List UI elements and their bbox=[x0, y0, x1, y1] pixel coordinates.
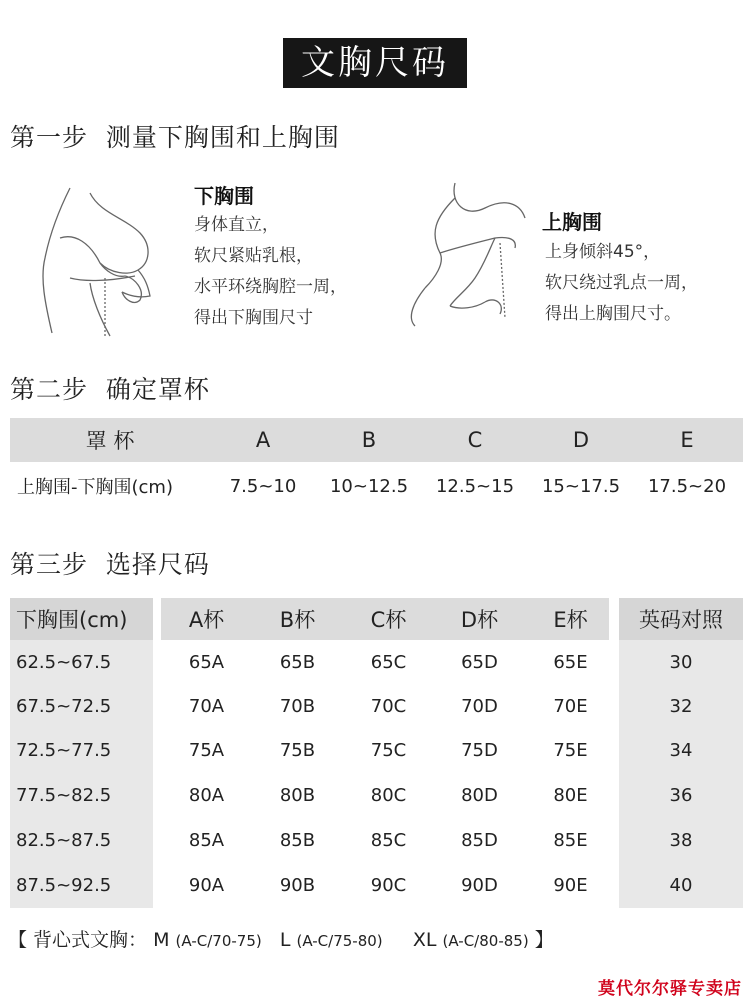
table-cell: 82.5~87.5 bbox=[16, 829, 112, 851]
cup-size-table bbox=[10, 418, 743, 508]
table-cell: 80D bbox=[461, 784, 498, 806]
table-cell: 67.5~72.5 bbox=[16, 695, 112, 717]
header-cell: B bbox=[361, 428, 377, 452]
header-cell: E杯 bbox=[553, 608, 588, 632]
step1-heading bbox=[10, 118, 340, 154]
table-row bbox=[10, 728, 743, 772]
table-cell: 7.5~10 bbox=[229, 475, 297, 497]
table-cell: 上胸围-下胸围(cm) bbox=[17, 477, 173, 498]
table-cell: 30 bbox=[669, 651, 693, 673]
header-cell: A bbox=[255, 428, 271, 452]
table-cell: 32 bbox=[669, 695, 693, 717]
step2-label: 第二步 bbox=[10, 375, 89, 404]
table-cell: 36 bbox=[669, 784, 693, 806]
table-cell: 85C bbox=[370, 829, 407, 851]
table-cell: 80C bbox=[370, 784, 407, 806]
table-cell: 17.5~20 bbox=[647, 475, 727, 497]
underbust-heading: 下胸围 bbox=[194, 184, 254, 208]
instruction-line: 软尺紧贴乳根， bbox=[194, 246, 313, 266]
table-cell: 65B bbox=[279, 651, 316, 673]
table-cell: 75C bbox=[370, 739, 407, 761]
table-row bbox=[10, 818, 743, 862]
cup-table-row bbox=[10, 464, 743, 508]
header-cell: 罩 杯 bbox=[85, 429, 135, 453]
table-cell: 77.5~82.5 bbox=[16, 784, 112, 806]
table-cell: 85A bbox=[188, 829, 225, 851]
step3-text: 选择尺码 bbox=[105, 550, 210, 579]
table-cell: 90E bbox=[553, 874, 588, 896]
header-cell: E bbox=[680, 428, 694, 452]
table-cell: 15~17.5 bbox=[541, 475, 621, 497]
vest-bra-note bbox=[8, 925, 554, 952]
table-row bbox=[10, 863, 743, 907]
table-cell: 75B bbox=[279, 739, 316, 761]
note-range: (A-C/75-80) bbox=[296, 932, 383, 950]
header-cell: D杯 bbox=[460, 608, 499, 632]
instruction-line: 水平环绕胸腔一周， bbox=[194, 277, 347, 297]
table-cell: 34 bbox=[669, 739, 693, 761]
table-cell: 12.5~15 bbox=[435, 475, 515, 497]
table-cell: 65D bbox=[461, 651, 498, 673]
table-cell: 65E bbox=[553, 651, 588, 673]
table-cell: 75A bbox=[188, 739, 225, 761]
note-suffix: 】 bbox=[534, 929, 554, 951]
table-cell: 85D bbox=[461, 829, 498, 851]
note-size: L bbox=[279, 929, 291, 951]
table-cell: 70C bbox=[370, 695, 407, 717]
size-table-header bbox=[10, 598, 743, 640]
header-cell: C bbox=[467, 428, 483, 452]
table-cell: 80B bbox=[279, 784, 316, 806]
table-cell: 75E bbox=[553, 739, 588, 761]
table-cell: 70B bbox=[279, 695, 316, 717]
header-cell: 英码对照 bbox=[639, 608, 723, 632]
table-cell: 80E bbox=[553, 784, 588, 806]
table-cell: 72.5~77.5 bbox=[16, 739, 112, 761]
header-cell: 下胸围(cm) bbox=[16, 608, 128, 632]
step1-label: 第一步 bbox=[10, 123, 89, 152]
table-cell: 75D bbox=[461, 739, 498, 761]
table-cell: 62.5~67.5 bbox=[16, 651, 112, 673]
table-cell: 65C bbox=[370, 651, 407, 673]
note-range: (A-C/70-75) bbox=[175, 932, 262, 950]
note-prefix: 【 背心式文胸： bbox=[8, 929, 148, 951]
overbust-heading: 上胸围 bbox=[542, 210, 602, 234]
shop-name: 莫代尔尔驿专卖店 bbox=[598, 979, 742, 999]
table-row bbox=[10, 640, 743, 684]
instruction-line: 得出上胸围尺寸。 bbox=[545, 304, 681, 324]
note-range: (A-C/80-85) bbox=[442, 932, 529, 950]
header-cell: D bbox=[572, 428, 590, 452]
table-cell: 10~12.5 bbox=[329, 475, 409, 497]
table-cell: 85E bbox=[553, 829, 588, 851]
table-cell: 87.5~92.5 bbox=[16, 874, 112, 896]
header-cell: C杯 bbox=[370, 608, 407, 632]
step3-heading bbox=[10, 545, 210, 581]
table-cell: 38 bbox=[669, 829, 693, 851]
overbust-instructions bbox=[545, 237, 698, 330]
table-cell: 70E bbox=[553, 695, 588, 717]
table-cell: 70D bbox=[461, 695, 498, 717]
underbust-measure-illustration bbox=[30, 178, 190, 338]
table-cell: 70A bbox=[188, 695, 225, 717]
table-cell: 90D bbox=[461, 874, 498, 896]
table-cell: 85B bbox=[279, 829, 316, 851]
table-cell: 90B bbox=[279, 874, 316, 896]
note-size: M bbox=[153, 929, 170, 951]
instruction-line: 得出下胸围尺寸 bbox=[194, 308, 313, 328]
table-cell: 40 bbox=[669, 874, 693, 896]
header-cell: A杯 bbox=[188, 608, 225, 632]
instruction-line: 上身倾斜45°， bbox=[545, 242, 661, 262]
step3-label: 第三步 bbox=[10, 550, 89, 579]
step2-heading bbox=[10, 370, 210, 406]
instruction-line: 软尺绕过乳点一周， bbox=[545, 273, 698, 293]
table-cell: 90A bbox=[188, 874, 225, 896]
table-cell: 65A bbox=[188, 651, 225, 673]
overbust-measure-illustration bbox=[395, 178, 535, 328]
header-cell: B杯 bbox=[279, 608, 316, 632]
table-row bbox=[10, 684, 743, 728]
table-cell: 80A bbox=[188, 784, 225, 806]
underbust-instructions bbox=[194, 210, 347, 334]
note-size: XL bbox=[412, 929, 437, 951]
step2-text: 确定罩杯 bbox=[105, 375, 210, 404]
instruction-line: 身体直立， bbox=[194, 215, 279, 235]
table-cell: 90C bbox=[370, 874, 407, 896]
cup-table-header bbox=[10, 418, 743, 462]
table-row bbox=[10, 773, 743, 817]
step1-text: 测量下胸围和上胸围 bbox=[105, 123, 340, 152]
page-title: 文胸尺码 bbox=[283, 38, 467, 88]
